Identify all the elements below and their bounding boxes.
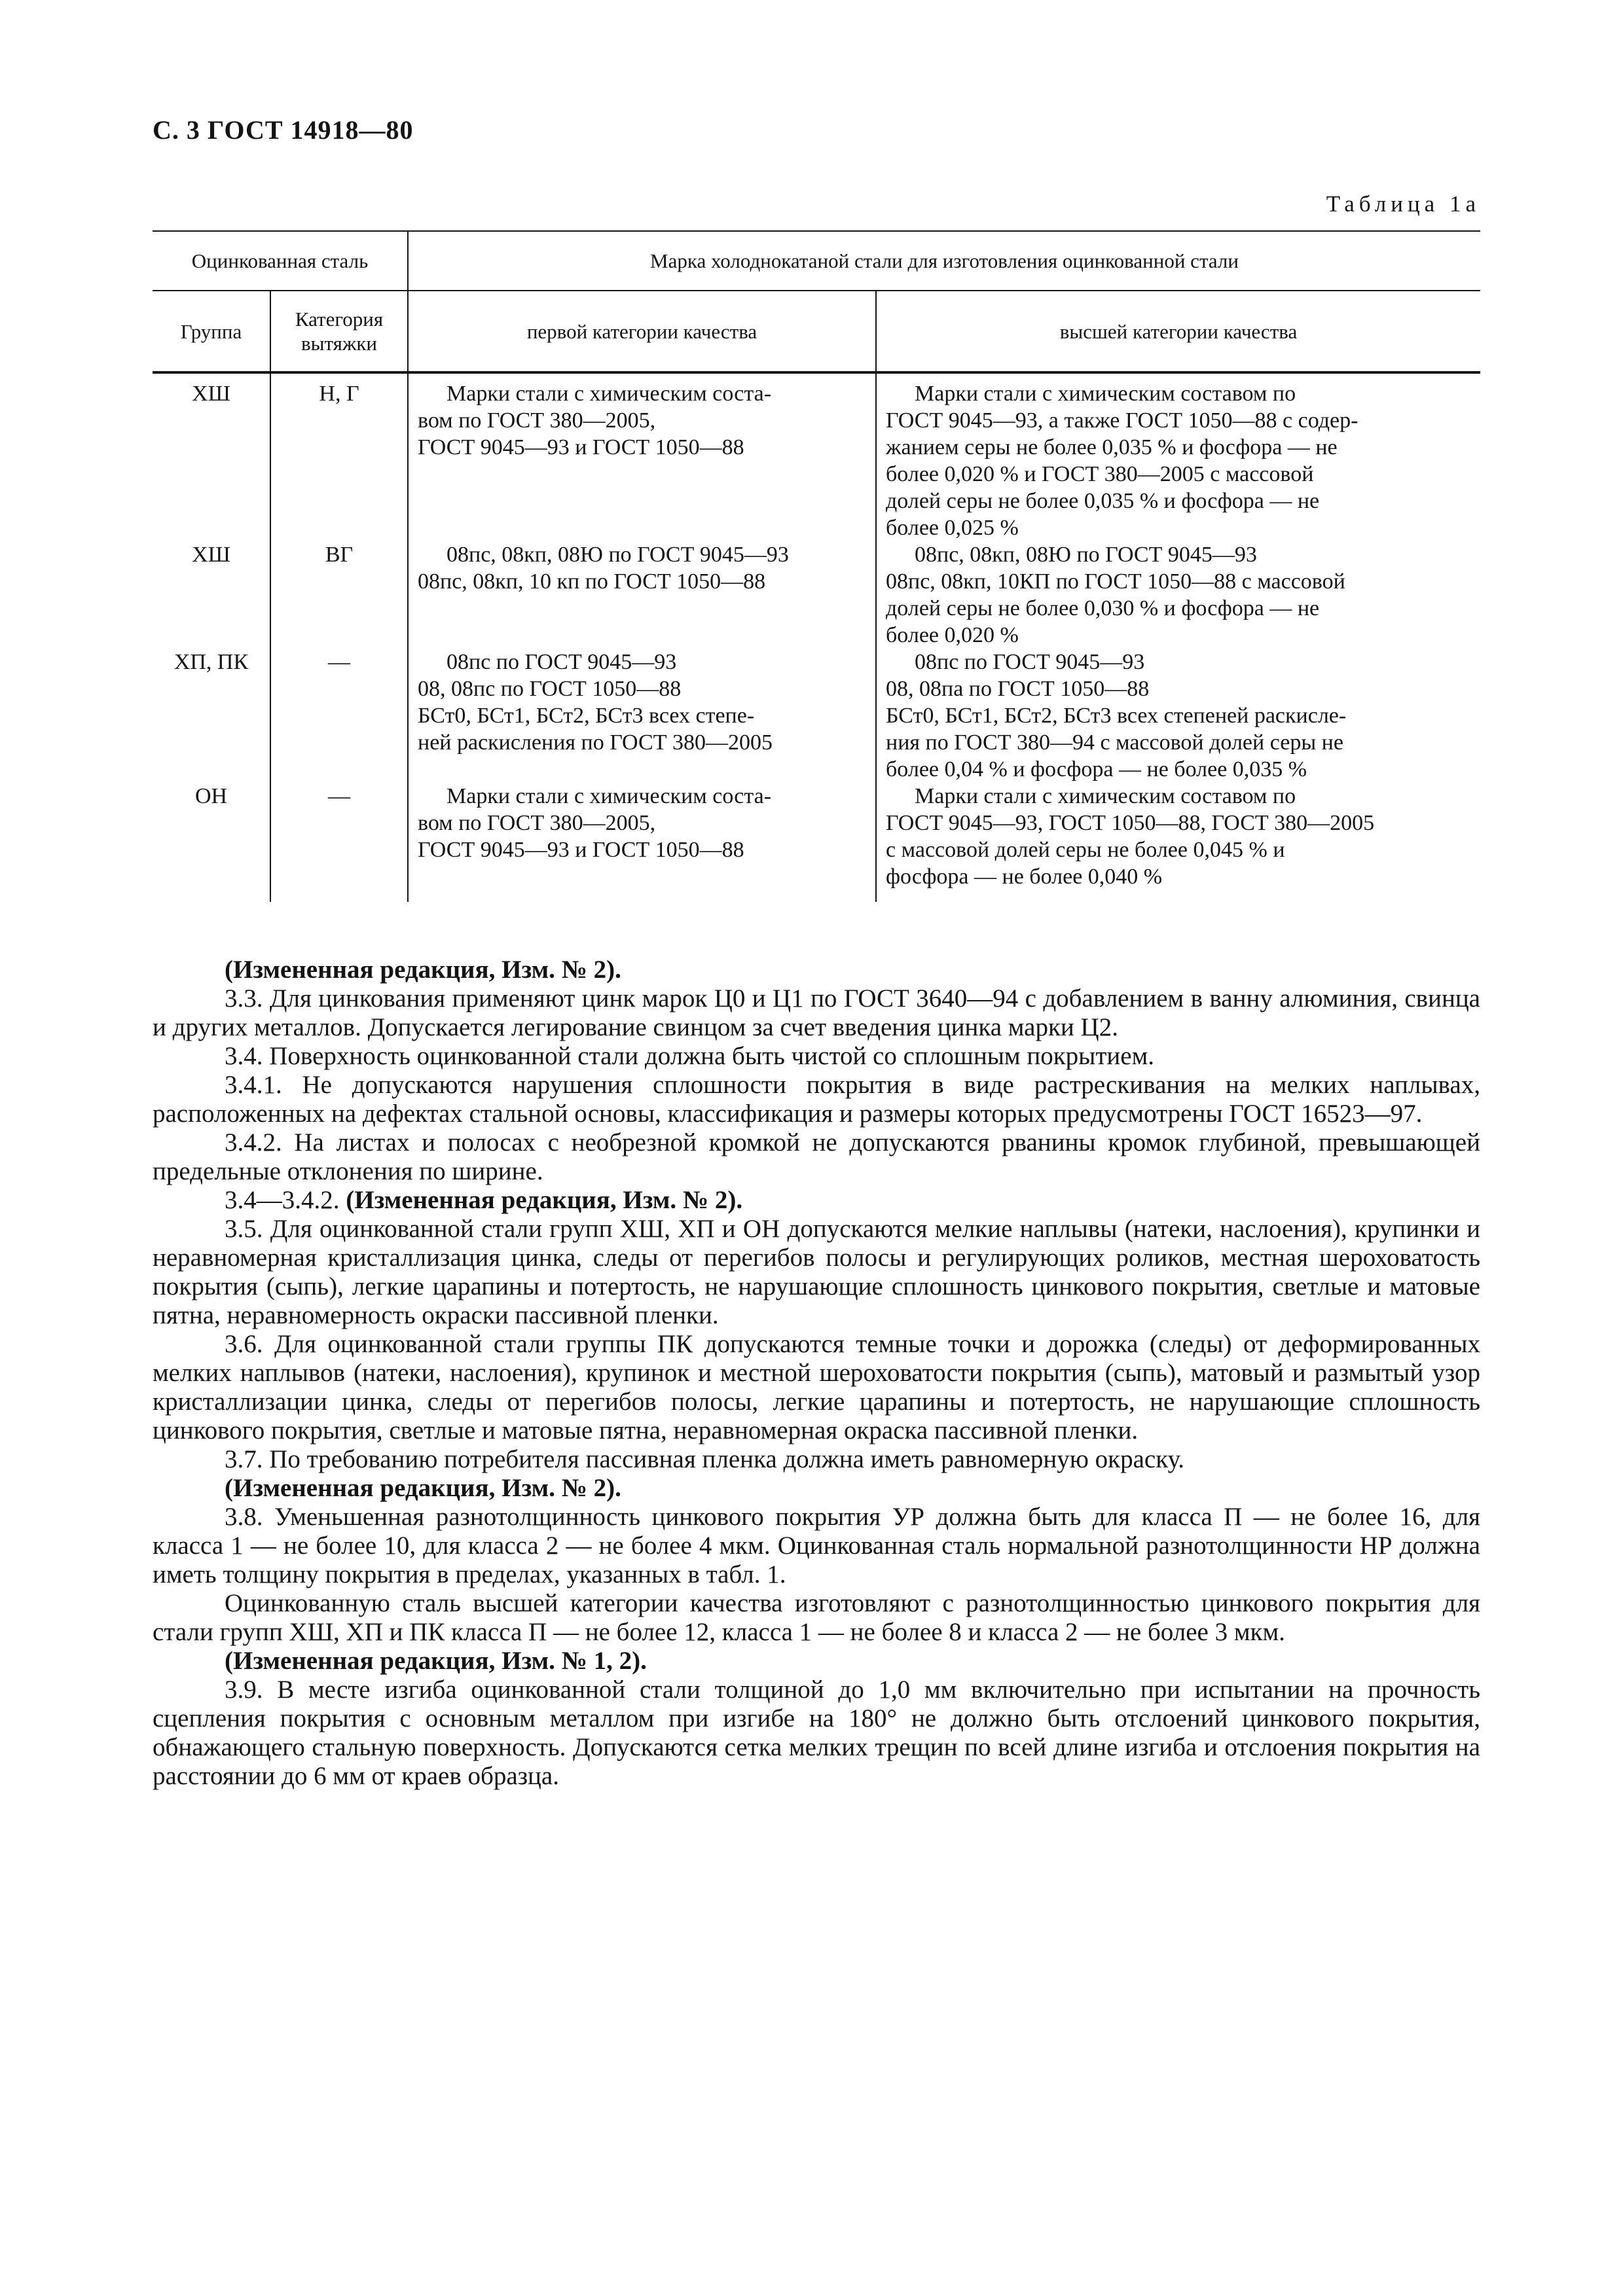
cell-category: ВГ xyxy=(270,541,408,649)
cell-line: жанием серы не более 0,035 % и фосфора — не xyxy=(886,435,1338,459)
steel-grade-table xyxy=(153,230,1480,902)
header-first-quality: первой категории качества xyxy=(408,291,876,372)
clause-3-4: 3.4. Поверхность оцинкованной стали должна быть чистой со сплошным покрытием. xyxy=(225,1042,1155,1070)
amendment-note: (Измененная редакция, Изм. № 1, 2). xyxy=(225,1647,647,1675)
cell-line: с массовой долей серы не более 0,045 % и xyxy=(886,838,1285,862)
cell-line: 08, 08пс по ГОСТ 1050—88 xyxy=(418,677,682,701)
cell-group: ХП, ПК xyxy=(173,650,249,674)
cell-first-quality xyxy=(408,649,876,783)
cell-line: долей серы не более 0,030 % и фосфора — не xyxy=(886,596,1320,620)
header-group: Группа xyxy=(153,291,270,372)
cell-line: более 0,020 % и ГОСТ 380—2005 с массовой xyxy=(886,462,1314,486)
cell-line: 08пс по ГОСТ 9045—93 xyxy=(915,650,1145,674)
cell-line: Марки стали с химическим составом по xyxy=(915,382,1296,406)
header-galvanized-steel: Оцинкованная сталь xyxy=(153,231,408,291)
header-draw-category: Категория вытяжки xyxy=(270,291,408,372)
cell-line: ГОСТ 9045—93 и ГОСТ 1050—88 xyxy=(418,838,744,862)
cell-line: вом по ГОСТ 380—2005, xyxy=(418,811,656,835)
cell-line: более 0,04 % и фосфора — не более 0,035 % xyxy=(886,757,1307,781)
table-caption: Таблица 1а xyxy=(1326,191,1480,217)
cell-line: вом по ГОСТ 380—2005, xyxy=(418,408,656,433)
cell-highest-quality xyxy=(876,372,1480,541)
clause-3-3: 3.3. Для цинкования применяют цинк марок Ц0 и Ц1 по ГОСТ 3640—94 с добавлением в ванну алюминия, свинца и других металлов. Допускается легирование свинцом за счет введения цинка марки Ц2. xyxy=(153,984,1480,1041)
cell-line: более 0,025 % xyxy=(886,516,1019,540)
table-row xyxy=(153,541,1480,649)
cell-category: — xyxy=(270,649,408,783)
clause-3-4-1: 3.4.1. Не допускаются нарушения сплошности покрытия в виде растрескивания на мелких наплывах, расположенных на дефектах стальной основы, классификация и размеры которых предусмотрены ГОСТ 16523—97. xyxy=(153,1071,1480,1128)
cell-group: ХШ xyxy=(192,382,230,406)
cell-line: долей серы не более 0,035 % и фосфора — не xyxy=(886,489,1320,513)
clause-3-6: 3.6. Для оцинкованной стали группы ПК допускаются темные точки и дорожка (следы) от деформированных мелких наплывов (натеки, наслоения), крупинок и местной шероховатости покрытия (сыпь), матовый и размытый узор кристаллизации цинка, следы от перегибов полосы, легкие царапины и потертость, не нарушающие сплошность цинкового покрытия, светлые и матовые пятна, неравномерная окраска пассивной пленки. xyxy=(153,1330,1480,1444)
clause-3-4-2: 3.4.2. На листах и полосах с необрезной кромкой не допускаются рванины кромок глубиной, превышающей предельные отклонения по ширине. xyxy=(153,1128,1480,1185)
cell-group: ОН xyxy=(194,784,228,808)
cell-line: Марки стали с химическим соста- xyxy=(447,784,772,808)
cell-line: ния по ГОСТ 380—94 с массовой долей серы не xyxy=(886,730,1343,755)
cell-line: фосфора — не более 0,040 % xyxy=(886,865,1163,889)
cell-first-quality xyxy=(408,372,876,541)
cell-line: БСт0, БСт1, БСт2, БСт3 всех степеней раскисле- xyxy=(886,704,1347,728)
table-row xyxy=(153,783,1480,902)
cell-line: 08пс, 08кп, 10 кп по ГОСТ 1050—88 xyxy=(418,569,766,594)
clause-number: 3.4—3.4.2. xyxy=(225,1186,346,1214)
cell-highest-quality xyxy=(876,783,1480,902)
cell-line: Марки стали с химическим соста- xyxy=(447,382,772,406)
clause-3-8: 3.8. Уменьшенная разнотолщинность цинкового покрытия УР должна быть для класса П — не более 16, для класса 1 — не более 10, для класса 2 — не более 4 мкм. Оцинкованная сталь нормальной разнотолщинности НР должна иметь толщину покрытия в пределах, указанных в табл. 1. xyxy=(153,1503,1480,1588)
clause-3-7: 3.7. По требованию потребителя пассивная пленка должна иметь равномерную окраску. xyxy=(225,1445,1184,1473)
table-row xyxy=(153,649,1480,783)
cell-line: ГОСТ 9045—93, ГОСТ 1050—88, ГОСТ 380—2005 xyxy=(886,811,1375,835)
cell-highest-quality xyxy=(876,649,1480,783)
clause-3-9: 3.9. В месте изгиба оцинкованной стали толщиной до 1,0 мм включительно при испытании на прочность сцепления покрытия с основным металлом при изгибе на 180° не должно быть отслоений цинкового покрытия, обнажающего стальную поверхность. Допускаются сетка мелких трещин по всей длине изгиба и отслоения покрытия на расстоянии до 6 мм от краев образца. xyxy=(153,1676,1480,1790)
amendment-note: (Измененная редакция, Изм. № 2). xyxy=(225,956,621,984)
cell-line: БСт0, БСт1, БСт2, БСт3 всех степе- xyxy=(418,704,755,728)
cell-line: ГОСТ 9045—93 и ГОСТ 1050—88 xyxy=(418,435,744,459)
cell-line: 08пс, 08кп, 08Ю по ГОСТ 9045—93 xyxy=(447,543,789,567)
cell-first-quality xyxy=(408,541,876,649)
amendment-note: (Измененная редакция, Изм. № 2). xyxy=(346,1186,743,1214)
cell-line: 08пс, 08кп, 10КП по ГОСТ 1050—88 с массовой xyxy=(886,569,1345,594)
clause-3-8-continued: Оцинкованную сталь высшей категории качества изготовляют с разнотолщинностью цинкового покрытия для стали групп ХШ, ХП и ПК класса П — не более 12, класса 1 — не более 8 и класса 2 — не более 3 мкм. xyxy=(153,1589,1480,1646)
clause-3-5: 3.5. Для оцинкованной стали групп ХШ, ХП и ОН допускаются мелкие наплывы (натеки, наслоения), крупинки и неравномерная кристаллизация цинка, следы от перегибов полосы и регулирующих роликов, местная шероховатость покрытия (сыпь), легкие царапины и потертость, не нарушающие сплошность цинкового покрытия, светлые и матовые пятна, неравномерность окраски пассивной пленки. xyxy=(153,1215,1480,1329)
cell-group: ХШ xyxy=(192,543,230,567)
cell-line: ней раскисления по ГОСТ 380—2005 xyxy=(418,730,773,755)
cell-line: 08пс по ГОСТ 9045—93 xyxy=(447,650,677,674)
cell-line: ГОСТ 9045—93, а также ГОСТ 1050—88 с содер- xyxy=(886,408,1359,433)
table-row xyxy=(153,372,1480,541)
cell-highest-quality xyxy=(876,541,1480,649)
cell-line: Марки стали с химическим составом по xyxy=(915,784,1296,808)
cell-first-quality xyxy=(408,783,876,902)
page-header: С. 3 ГОСТ 14918—80 xyxy=(153,115,414,145)
cell-line: более 0,020 % xyxy=(886,623,1019,647)
cell-line: 08, 08па по ГОСТ 1050—88 xyxy=(886,677,1150,701)
header-cold-rolled-grade: Марка холоднокатаной стали для изготовления оцинкованной стали xyxy=(408,231,1480,291)
body-text xyxy=(153,956,1480,1791)
clause-3-4-amendment xyxy=(153,1186,1480,1215)
header-highest-quality: высшей категории качества xyxy=(876,291,1480,372)
cell-category: — xyxy=(270,783,408,902)
cell-category: Н, Г xyxy=(270,372,408,541)
cell-line: 08пс, 08кп, 08Ю по ГОСТ 9045—93 xyxy=(915,543,1257,567)
amendment-note: (Измененная редакция, Изм. № 2). xyxy=(225,1474,621,1502)
